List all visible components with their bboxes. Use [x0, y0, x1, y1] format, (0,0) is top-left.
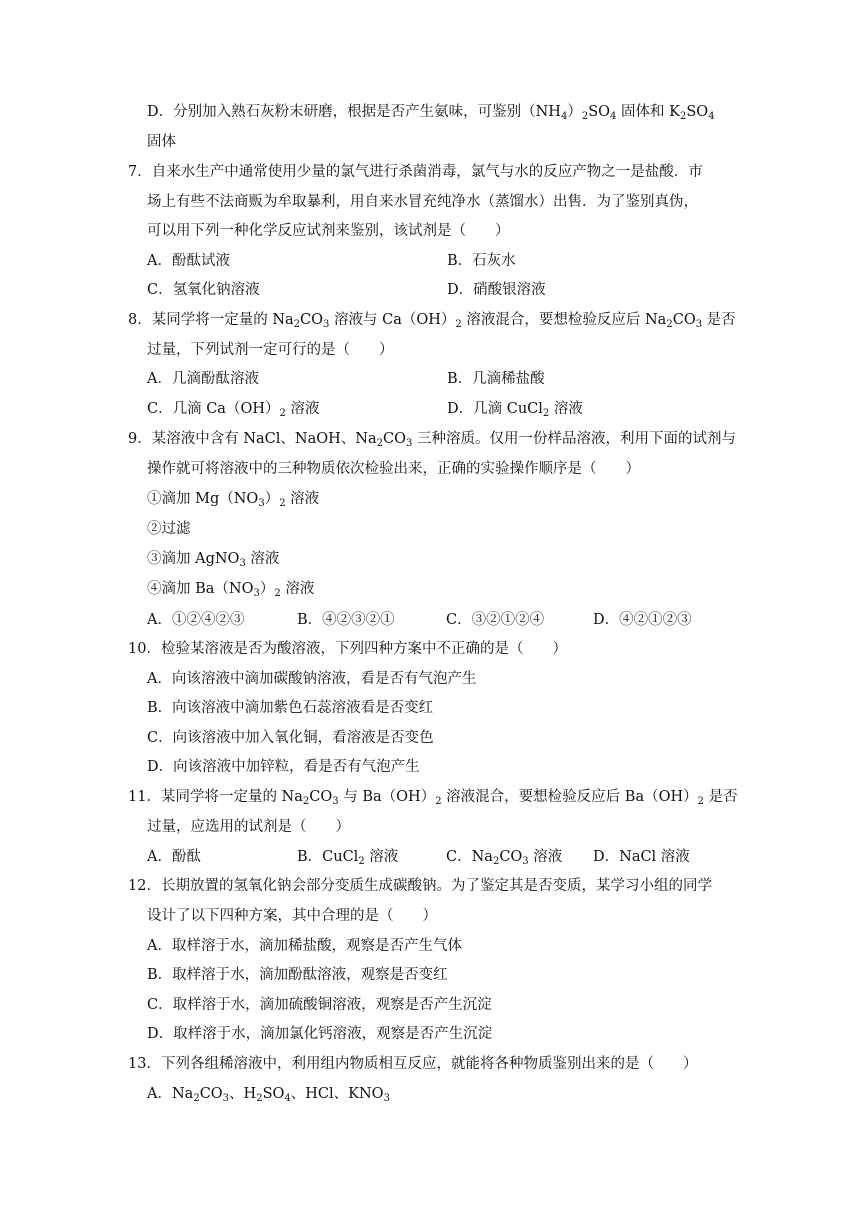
text-line-l26a: A．酚酞 — [147, 849, 201, 865]
text-line-l24: 11．某同学将一定量的 $Na_2CO_3$ 与 $Ba(OH)_2$ 溶液混合，要想检验反应后 $Ba(OH)_2$ 是否 — [128, 789, 738, 807]
text-line-l17: ④滴加 $Ba(NO_3)_2$ 溶液 — [147, 581, 315, 599]
text-line-l21: B．向该溶液中滴加紫色石蕊溶液看是否变红 — [147, 700, 434, 716]
text-line-l28: 设计了以下四种方案，其中合理的是（ ） — [147, 908, 437, 924]
text-line-l33: 13．下列各组稀溶液中，利用组内物质相互反应，就能将各种物质鉴别出来的是（ ） — [128, 1056, 698, 1072]
text-line-l3: 7．自来水生产中通常使用少量的氯气进行杀菌消毒，氯气与水的反应产物之一是盐酸．市 — [128, 164, 703, 180]
text-line-l31: C．取样溶于水，滴加硫酸铜溶液，观察是否产生沉淀 — [147, 997, 492, 1013]
text-line-l12: 9．某溶液中含有 NaCl、NaOH、$Na_2CO_3$ 三种溶质。仅用一份样品溶液，利用下面的试剂与 — [128, 431, 736, 449]
text-line-l19: 10．检验某溶液是否为酸溶液，下列四种方案中不正确的是（ ） — [128, 641, 567, 657]
text-line-l9: 过量，下列试剂一定可行的是（ ） — [147, 342, 394, 358]
text-line-l18c: C．③②①②④ — [446, 612, 545, 628]
text-line-l6b: B．石灰水 — [447, 253, 516, 269]
text-line-l10b: B．几滴稀盐酸 — [447, 371, 545, 387]
text-line-l7a: C．氢氧化钠溶液 — [147, 282, 260, 298]
text-line-l14: ①滴加 $Mg(NO_3)_2$ 溶液 — [147, 491, 320, 509]
text-line-l18b: B．④②③②① — [297, 612, 395, 628]
text-line-l5: 可以用下列一种化学反应试剂来鉴别，该试剂是（ ） — [147, 223, 510, 239]
text-line-l23: D．向该溶液中加锌粒，看是否有气泡产生 — [147, 759, 420, 775]
text-line-l26b: B．CuCl$_2$ 溶液 — [297, 849, 399, 867]
text-line-l11a: C．几滴 $Ca(OH)_2$ 溶液 — [147, 401, 320, 419]
text-line-l32: D．取样溶于水，滴加氯化钙溶液，观察是否产生沉淀 — [147, 1026, 493, 1042]
text-line-l18a: A．①②④②③ — [147, 612, 245, 628]
text-line-l8: 8．某同学将一定量的 $Na_2CO_3$ 溶液与 $Ca(OH)_2$ 溶液混合，要想检验反应后 $Na_2CO_3$ 是否 — [128, 312, 736, 330]
text-line-l25: 过量，应选用的试剂是（ ） — [147, 819, 350, 835]
text-line-l22: C．向该溶液中加入氧化铜，看溶液是否变色 — [147, 730, 434, 746]
text-line-l16: ③滴加 AgNO$_3$ 溶液 — [147, 551, 280, 569]
text-line-l29: A．取样溶于水，滴加稀盐酸，观察是否产生气体 — [147, 938, 462, 954]
text-line-l11b: D．几滴 CuCl$_2$ 溶液 — [447, 401, 583, 419]
text-line-l26d: D．NaCl 溶液 — [593, 849, 690, 865]
text-line-l7b: D．硝酸银溶液 — [447, 282, 546, 298]
text-line-l6a: A．酚酞试液 — [147, 253, 230, 269]
text-line-l18d: D．④②①②③ — [593, 612, 692, 628]
text-line-l20: A．向该溶液中滴加碳酸钠溶液，看是否有气泡产生 — [147, 671, 477, 687]
text-line-l1: D．分别加入熟石灰粉末研磨，根据是否产生氨味，可鉴别$(NH_4)_2SO_4$ 固体和 $K_2SO_4$ — [147, 104, 715, 122]
text-line-l15: ②过滤 — [147, 521, 191, 537]
text-line-l13: 操作就可将溶液中的三种物质依次检验出来，正确的实验操作顺序是（ ） — [147, 461, 640, 477]
text-line-l2: 固体 — [147, 134, 176, 150]
text-line-l26c: C．$Na_2CO_3$ 溶液 — [446, 849, 563, 867]
text-line-l10a: A．几滴酚酞溶液 — [147, 371, 259, 387]
text-line-l34: A．$Na_2CO_3$、$H_2SO_4$、HCl、$KNO_3$ — [147, 1086, 390, 1104]
text-line-l30: B．取样溶于水，滴加酚酞溶液，观察是否变红 — [147, 967, 448, 983]
text-line-l4: 场上有些不法商贩为牟取暴利，用自来水冒充纯净水（蒸馏水）出售．为了鉴别真伪， — [147, 194, 698, 210]
text-line-l27: 12．长期放置的氢氧化钠会部分变质生成碳酸钠。为了鉴定其是否变质，某学习小组的同学 — [128, 878, 712, 894]
